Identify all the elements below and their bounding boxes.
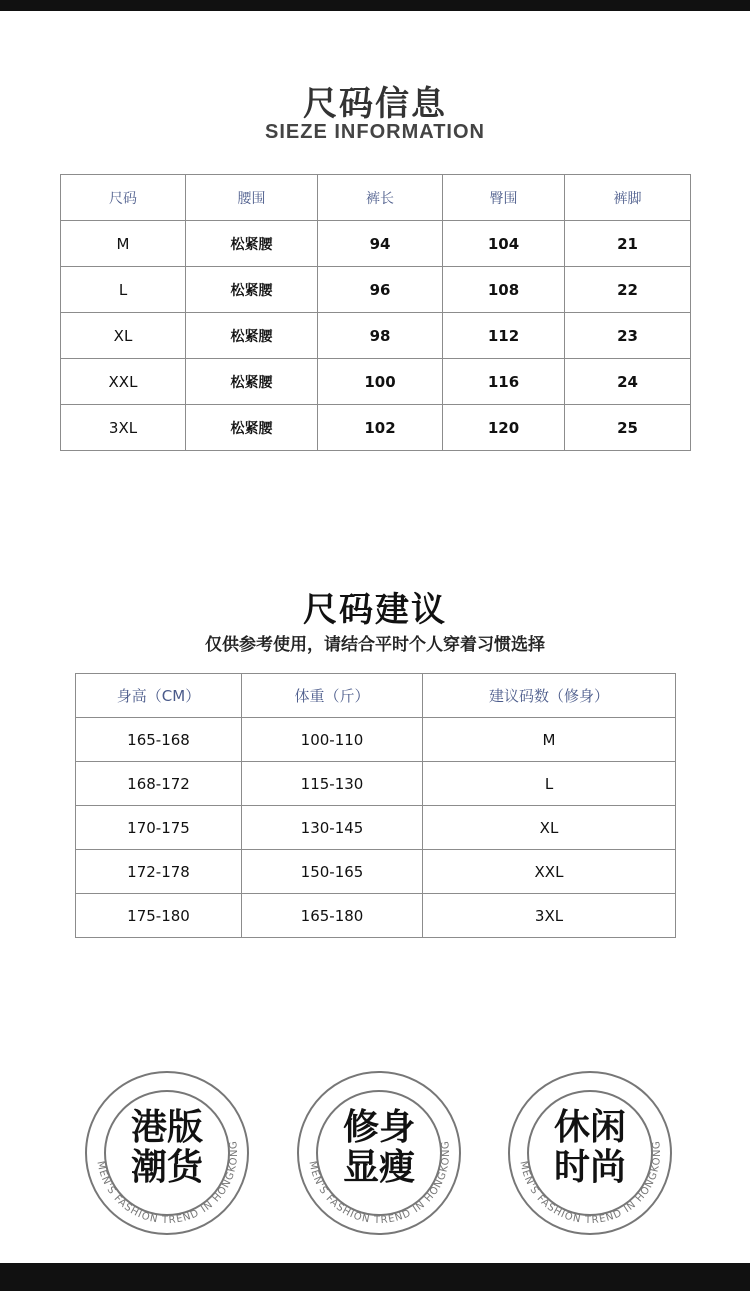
length-cell: 98 — [318, 313, 443, 359]
header-cell: 建议码数（修身） — [423, 674, 676, 718]
badge-label — [296, 1108, 462, 1188]
suggested-size-cell: XXL — [423, 850, 676, 894]
table-row — [76, 850, 676, 894]
length-cell: 94 — [318, 221, 443, 267]
size-info-subtitle: SIEZE INFORMATION — [265, 121, 485, 143]
header-cell: 裤长 — [318, 175, 443, 221]
length-cell: 96 — [318, 267, 443, 313]
size-cell: L — [61, 267, 186, 313]
size-advice-subtitle: 仅供参考使用，请结合平时个人穿着习惯选择 — [205, 635, 545, 655]
weight-cell: 130-145 — [242, 806, 423, 850]
table-row — [76, 718, 676, 762]
size-cell: XL — [61, 313, 186, 359]
badge-label — [507, 1108, 673, 1188]
hip-cell: 108 — [443, 267, 565, 313]
badge-line: 显瘦 — [342, 1147, 415, 1188]
waist-cell: 松紧腰 — [186, 267, 318, 313]
table-header-row — [76, 674, 676, 718]
waist-cell: 松紧腰 — [186, 221, 318, 267]
badge-line: 休闲 — [553, 1107, 626, 1148]
size-advice-title: 尺码建议 — [303, 590, 447, 630]
badge-line: 修身 — [342, 1107, 415, 1148]
badge-line: 港版 — [130, 1107, 203, 1148]
hem-cell: 25 — [565, 405, 691, 451]
hem-cell: 24 — [565, 359, 691, 405]
badge-ring-text: MEN'S FASHION TREND IN HONGKONG — [306, 1139, 453, 1227]
suggested-size-cell: XL — [423, 806, 676, 850]
hem-cell: 21 — [565, 221, 691, 267]
header-cell: 裤脚 — [565, 175, 691, 221]
hem-cell: 23 — [565, 313, 691, 359]
badge-line: 潮货 — [130, 1147, 203, 1188]
size-cell: 3XL — [61, 405, 186, 451]
suggested-size-cell: L — [423, 762, 676, 806]
table-row — [61, 359, 691, 405]
weight-cell: 165-180 — [242, 894, 423, 938]
header-cell: 腰围 — [186, 175, 318, 221]
height-cell: 168-172 — [76, 762, 242, 806]
table-row — [61, 313, 691, 359]
hip-cell: 112 — [443, 313, 565, 359]
badge-line: 时尚 — [553, 1147, 626, 1188]
height-cell: 175-180 — [76, 894, 242, 938]
size-info-title: 尺码信息 — [303, 84, 447, 124]
size-cell: XXL — [61, 359, 186, 405]
header-cell: 身高（CM） — [76, 674, 242, 718]
suggested-size-cell: M — [423, 718, 676, 762]
bottom-bar — [0, 1263, 750, 1291]
suggested-size-cell: 3XL — [423, 894, 676, 938]
badge-hk-style — [84, 1070, 250, 1236]
length-cell: 100 — [318, 359, 443, 405]
length-cell: 102 — [318, 405, 443, 451]
hip-cell: 116 — [443, 359, 565, 405]
weight-cell: 100-110 — [242, 718, 423, 762]
table-row — [76, 806, 676, 850]
header-cell: 臀围 — [443, 175, 565, 221]
size-info-table — [60, 174, 691, 451]
table-header-row — [61, 175, 691, 221]
badge-slim-fit — [296, 1070, 462, 1236]
badge-ring-text: MEN'S FASHION TREND IN HONGKONG — [94, 1139, 241, 1227]
header-cell: 体重（斤） — [242, 674, 423, 718]
weight-cell: 115-130 — [242, 762, 423, 806]
table-row — [76, 762, 676, 806]
size-cell: M — [61, 221, 186, 267]
table-row — [61, 405, 691, 451]
height-cell: 165-168 — [76, 718, 242, 762]
badge-ring-text: MEN'S FASHION TREND IN HONGKONG — [517, 1139, 664, 1227]
badge-label — [84, 1108, 250, 1188]
weight-cell: 150-165 — [242, 850, 423, 894]
header-cell: 尺码 — [61, 175, 186, 221]
waist-cell: 松紧腰 — [186, 359, 318, 405]
hip-cell: 104 — [443, 221, 565, 267]
table-row — [61, 221, 691, 267]
hip-cell: 120 — [443, 405, 565, 451]
hem-cell: 22 — [565, 267, 691, 313]
height-cell: 170-175 — [76, 806, 242, 850]
waist-cell: 松紧腰 — [186, 405, 318, 451]
badge-casual — [507, 1070, 673, 1236]
table-row — [61, 267, 691, 313]
top-bar — [0, 0, 750, 11]
waist-cell: 松紧腰 — [186, 313, 318, 359]
table-row — [76, 894, 676, 938]
size-advice-table — [75, 673, 676, 938]
height-cell: 172-178 — [76, 850, 242, 894]
